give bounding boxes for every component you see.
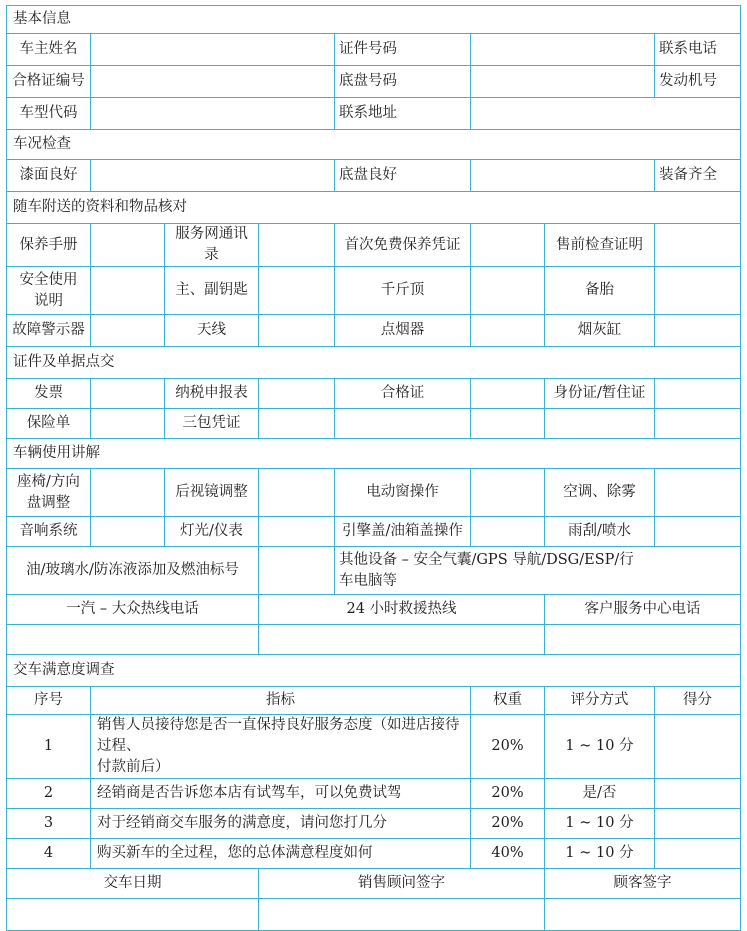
customer-service-field[interactable] xyxy=(545,625,741,655)
certificate-check[interactable] xyxy=(471,379,545,409)
owner-name-label: 车主姓名 xyxy=(7,34,91,66)
audio-check[interactable] xyxy=(91,517,165,547)
keys-check[interactable] xyxy=(259,267,335,315)
warranty-check[interactable] xyxy=(259,409,335,439)
address-label: 联系地址 xyxy=(335,98,471,130)
service-network-label: 服务网通讯录 xyxy=(165,224,259,267)
empty-cell[interactable] xyxy=(471,409,545,439)
lights-check[interactable] xyxy=(259,517,335,547)
jack-label: 千斤顶 xyxy=(335,267,471,315)
survey-header-method: 评分方式 xyxy=(545,687,655,715)
survey-indicator: 购买新车的全过程，您的总体满意程度如何 xyxy=(91,839,471,869)
cert-number-label: 合格证编号 xyxy=(7,66,91,98)
survey-header-indicator: 指标 xyxy=(91,687,471,715)
antenna-label: 天线 xyxy=(165,315,259,347)
wiper-check[interactable] xyxy=(655,517,741,547)
survey-indicator: 对于经销商交车服务的满意度，请问您打几分 xyxy=(91,809,471,839)
rescue-hotline-field[interactable] xyxy=(259,625,545,655)
empty-cell[interactable] xyxy=(335,409,471,439)
window-label: 电动窗操作 xyxy=(335,469,471,517)
cert-number-field[interactable] xyxy=(91,66,335,98)
warning-triangle-check[interactable] xyxy=(91,315,165,347)
seat-adjust-check[interactable] xyxy=(91,469,165,517)
jack-check[interactable] xyxy=(471,267,545,315)
customer-signature-field[interactable] xyxy=(545,899,741,931)
survey-indicator: 销售人员接待您是否一直保持良好服务态度（如进店接待过程、 付款前后） xyxy=(91,715,471,779)
survey-seq: 1 xyxy=(7,715,91,779)
other-equipment-label: 其他设备 – 安全气囊/GPS 导航/DSG/ESP/行 车电脑等 xyxy=(335,547,741,595)
lighter-check[interactable] xyxy=(471,315,545,347)
audio-label: 音响系统 xyxy=(7,517,91,547)
section-satisfaction-survey: 交车满意度调查 xyxy=(7,655,741,687)
section-usage: 车辆使用讲解 xyxy=(7,439,741,469)
rescue-hotline-label: 24 小时救援热线 xyxy=(259,595,545,625)
chassis-ok-check[interactable] xyxy=(471,160,655,192)
chassis-number-field[interactable] xyxy=(471,66,655,98)
id-number-field[interactable] xyxy=(471,34,655,66)
survey-method: 1 ~ 10 分 xyxy=(545,715,655,779)
survey-weight: 20% xyxy=(471,809,545,839)
id-number-label: 证件号码 xyxy=(335,34,471,66)
invoice-label: 发票 xyxy=(7,379,91,409)
tax-form-label: 纳税申报表 xyxy=(165,379,259,409)
ac-check[interactable] xyxy=(655,469,741,517)
section-basic-info: 基本信息 xyxy=(7,6,741,34)
service-network-check[interactable] xyxy=(259,224,335,267)
mirror-label: 后视镜调整 xyxy=(165,469,259,517)
insurance-label: 保险单 xyxy=(7,409,91,439)
antenna-check[interactable] xyxy=(259,315,335,347)
pdi-label: 售前检查证明 xyxy=(545,224,655,267)
equipment-label: 装备齐全 xyxy=(655,160,741,192)
seat-adjust-label: 座椅/方向 盘调整 xyxy=(7,469,91,517)
survey-score-field[interactable] xyxy=(655,715,741,779)
mirror-check[interactable] xyxy=(259,469,335,517)
lighter-label: 点烟器 xyxy=(335,315,471,347)
section-condition-check: 车况检查 xyxy=(7,130,741,160)
customer-signature-label: 顾客签字 xyxy=(545,869,741,899)
empty-cell[interactable] xyxy=(545,409,655,439)
first-free-label: 首次免费保养凭证 xyxy=(335,224,471,267)
delivery-form-table xyxy=(6,5,741,931)
chassis-number-label: 底盘号码 xyxy=(335,66,471,98)
empty-cell[interactable] xyxy=(655,409,741,439)
survey-header-score: 得分 xyxy=(655,687,741,715)
address-field[interactable] xyxy=(471,98,741,130)
window-check[interactable] xyxy=(471,469,545,517)
engine-number-label: 发动机号 xyxy=(655,66,741,98)
model-code-field[interactable] xyxy=(91,98,335,130)
wiper-label: 雨刮/喷水 xyxy=(545,517,655,547)
fluids-label: 油/玻璃水/防冻液添加及燃油标号 xyxy=(7,547,259,595)
survey-score-field[interactable] xyxy=(655,779,741,809)
ashtray-label: 烟灰缸 xyxy=(545,315,655,347)
safety-manual-label: 安全使用 说明 xyxy=(7,267,91,315)
survey-method: 是/否 xyxy=(545,779,655,809)
survey-weight: 20% xyxy=(471,715,545,779)
keys-label: 主、副钥匙 xyxy=(165,267,259,315)
id-card-check[interactable] xyxy=(655,379,741,409)
warning-triangle-label: 故障警示器 xyxy=(7,315,91,347)
survey-weight: 40% xyxy=(471,839,545,869)
spare-tire-check[interactable] xyxy=(655,267,741,315)
manual-check[interactable] xyxy=(91,224,165,267)
faw-vw-hotline-label: 一汽 – 大众热线电话 xyxy=(7,595,259,625)
manual-label: 保养手册 xyxy=(7,224,91,267)
paint-check[interactable] xyxy=(91,160,335,192)
survey-indicator: 经销商是否告诉您本店有试驾车，可以免费试驾 xyxy=(91,779,471,809)
table-row xyxy=(7,839,741,869)
survey-seq: 4 xyxy=(7,839,91,869)
paint-label: 漆面良好 xyxy=(7,160,91,192)
survey-weight: 20% xyxy=(471,779,545,809)
delivery-date-label: 交车日期 xyxy=(7,869,259,899)
owner-name-field[interactable] xyxy=(91,34,335,66)
survey-method: 1 ~ 10 分 xyxy=(545,809,655,839)
invoice-check[interactable] xyxy=(91,379,165,409)
advisor-signature-label: 销售顾问签字 xyxy=(259,869,545,899)
table-row xyxy=(7,779,741,809)
pdi-check[interactable] xyxy=(655,224,741,267)
insurance-check[interactable] xyxy=(91,409,165,439)
survey-header-seq: 序号 xyxy=(7,687,91,715)
survey-header-weight: 权重 xyxy=(471,687,545,715)
survey-score-field[interactable] xyxy=(655,809,741,839)
certificate-label: 合格证 xyxy=(335,379,471,409)
delivery-date-field[interactable] xyxy=(7,899,259,931)
advisor-signature-field[interactable] xyxy=(259,899,545,931)
phone-label: 联系电话 xyxy=(655,34,741,66)
id-card-label: 身份证/暂住证 xyxy=(545,379,655,409)
lights-label: 灯光/仪表 xyxy=(165,517,259,547)
customer-service-label: 客户服务中心电话 xyxy=(545,595,741,625)
warranty-label: 三包凭证 xyxy=(165,409,259,439)
survey-seq: 2 xyxy=(7,779,91,809)
survey-seq: 3 xyxy=(7,809,91,839)
spare-tire-label: 备胎 xyxy=(545,267,655,315)
survey-method: 1 ~ 10 分 xyxy=(545,839,655,869)
section-items-check: 随车附送的资料和物品核对 xyxy=(7,192,741,224)
table-row xyxy=(7,715,741,779)
model-code-label: 车型代码 xyxy=(7,98,91,130)
hood-label: 引擎盖/油箱盖操作 xyxy=(335,517,471,547)
tax-form-check[interactable] xyxy=(259,379,335,409)
section-documents: 证件及单据点交 xyxy=(7,347,741,379)
table-row xyxy=(7,809,741,839)
chassis-ok-label: 底盘良好 xyxy=(335,160,471,192)
ac-label: 空调、除雾 xyxy=(545,469,655,517)
fluids-check[interactable] xyxy=(259,547,335,595)
first-free-check[interactable] xyxy=(471,224,545,267)
survey-score-field[interactable] xyxy=(655,839,741,869)
safety-manual-check[interactable] xyxy=(91,267,165,315)
faw-vw-hotline-field[interactable] xyxy=(7,625,259,655)
ashtray-check[interactable] xyxy=(655,315,741,347)
hood-check[interactable] xyxy=(471,517,545,547)
